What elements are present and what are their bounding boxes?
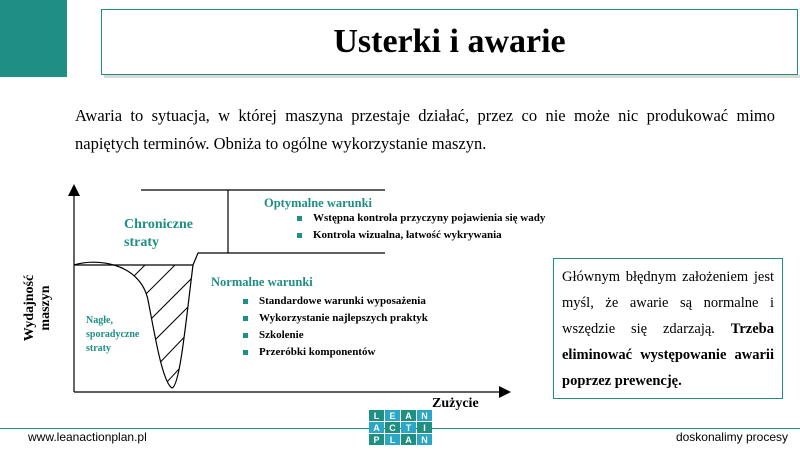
page-title: Usterki i awarie: [101, 9, 798, 75]
normal-conditions-title: Normalne warunki: [211, 275, 313, 289]
bullet-icon: [243, 333, 248, 338]
footer-slogan: doskonalimy procesy: [675, 430, 788, 444]
bullet-icon: [243, 350, 248, 355]
x-axis-label: Zużycie: [432, 396, 479, 411]
list-item: Przeróbki komponentów: [243, 344, 428, 361]
intro-paragraph: Awaria to sytuacja, w której maszyna przestaje działać, przez co nie może nic produkować mimo napiętych terminów. Obniża to ogólne wykorzystanie maszyn.: [75, 106, 775, 153]
bullet-icon: [243, 316, 248, 321]
list-item: Szkolenie: [243, 327, 428, 344]
lean-action-plan-logo: L E A N A C T I P L A N: [369, 410, 431, 445]
optimal-conditions-list: [297, 210, 545, 244]
list-item: Wykorzystanie najlepszych praktyk: [243, 310, 428, 327]
list-item: Wstępna kontrola przyczyny pojawienia się wady: [297, 210, 545, 227]
footer-website[interactable]: www.leanactionplan.pl: [28, 430, 147, 444]
key-insight-box: Głównym błędnym założeniem jest myśl, że awarie są normalne i wszędzie się zdarzają. Trzeba eliminować występowanie awarii poprzez prewencję.: [553, 258, 783, 399]
list-item: Standardowe warunki wyposażenia: [243, 293, 428, 310]
list-item: Kontrola wizualna, łatwość wykrywania: [297, 227, 545, 244]
key-insight-emphasis: Trzeba eliminować występowanie awarii poprzez prewencję.: [562, 321, 774, 389]
normal-conditions-list: [243, 293, 428, 361]
optimal-conditions-title: Optymalne warunki: [264, 196, 373, 210]
bullet-icon: [243, 299, 248, 304]
normal-level-line: [74, 253, 385, 265]
bullet-icon: [297, 233, 302, 238]
sudden-losses-label: Nagłe, sporadyczne straty: [86, 315, 140, 354]
bullet-icon: [297, 216, 302, 221]
y-axis-label: Wydajność maszyn: [22, 274, 53, 342]
chronic-losses-label: Chroniczne straty: [124, 217, 193, 250]
